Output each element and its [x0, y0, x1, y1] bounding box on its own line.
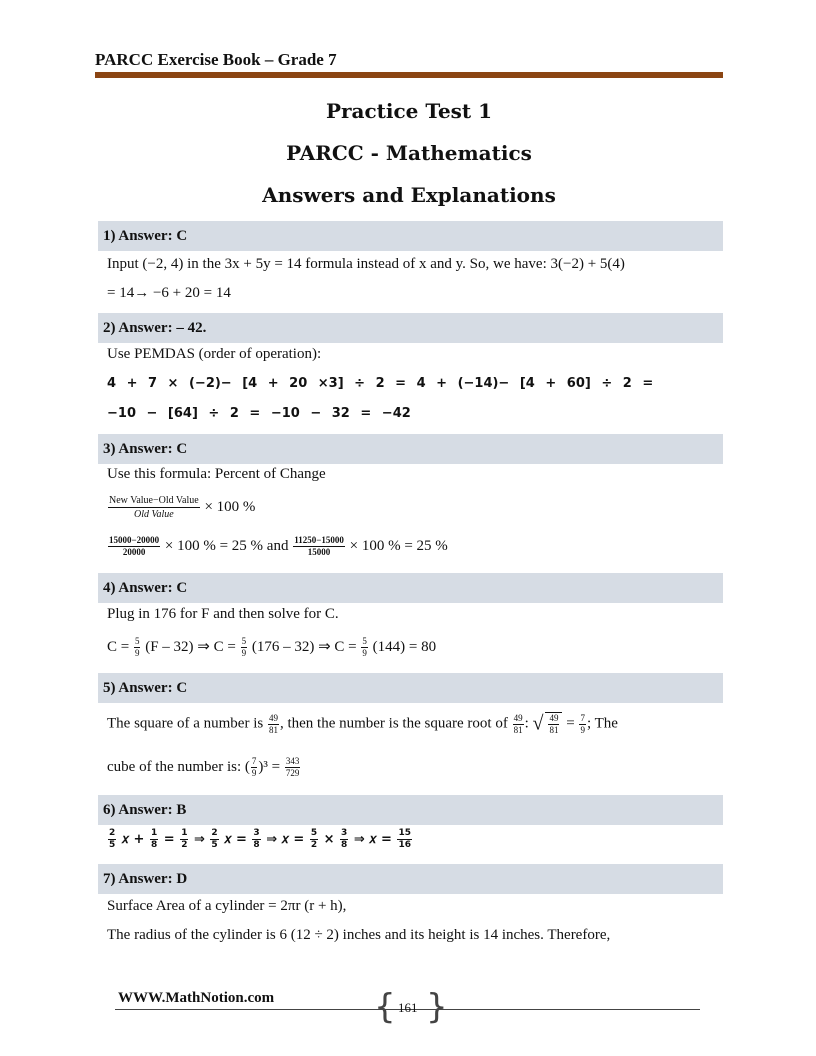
eq-part-1: C =: [107, 638, 130, 655]
answer-1-line-2: = 14→ −6 + 20 = 14: [107, 285, 231, 301]
formula-denominator: Old Value: [133, 509, 174, 520]
five-ninths-3: [361, 636, 368, 659]
answer-2-line-2: 4 + 7 × (−2)− [4 + 20 ×3] ÷ 2 = 4 + (−14)− [4 + 60] ÷ 2 =: [107, 376, 654, 391]
fraction-num: 3: [341, 828, 348, 838]
a6-fraction: [252, 828, 260, 851]
a6-term: ⇒: [189, 832, 210, 847]
answer-2-line-1: Use PEMDAS (order of operation):: [107, 346, 322, 362]
fraction-den: 8: [150, 840, 158, 850]
a6-fraction: [150, 828, 158, 851]
answer-2-line-3: −10 − [64] ÷ 2 = −10 − 32 = −42: [107, 406, 411, 421]
fraction-den: 81: [513, 724, 523, 735]
formula-fraction: [108, 494, 200, 521]
answer-5-line-1: [107, 712, 618, 736]
fraction-num: 49: [513, 712, 523, 723]
sqrt-radicand: [545, 712, 562, 736]
header-rule: [95, 72, 723, 78]
fraction-den: 5: [211, 840, 218, 850]
a6-fraction: [397, 828, 412, 851]
eq-part-2: (F – 32) ⇒ C =: [145, 638, 236, 655]
formula-numerator: New Value−Old Value: [109, 495, 199, 506]
book-title: PARCC Exercise Book – Grade 7: [95, 50, 337, 69]
fraction-den: 81: [268, 724, 278, 735]
a6-term: ⇒ 𝑥 =: [261, 832, 309, 847]
fraction-49-81-b: [513, 713, 524, 736]
calc-1-numerator: 15000−20000: [109, 535, 160, 545]
fraction-num: 2: [211, 828, 218, 838]
fraction-num: 3: [253, 828, 260, 838]
a6-term: =: [159, 832, 180, 847]
fraction-num: 1: [150, 828, 158, 838]
fraction-den: 8: [253, 840, 260, 850]
a6-fraction: [310, 828, 318, 851]
fraction-den: 9: [251, 768, 257, 778]
a5-equals: =: [566, 715, 575, 732]
answer-5-line-2: [107, 756, 301, 779]
calc-fraction-1: [108, 535, 160, 558]
fraction-num: 15: [398, 828, 411, 838]
page-title: Practice Test 1: [325, 99, 493, 123]
fraction-num: 49: [549, 713, 559, 723]
fraction-den: 2: [181, 840, 188, 850]
right-brace-icon: }: [426, 987, 448, 1027]
fraction-den: 8: [341, 840, 348, 850]
page-number: 161: [398, 1000, 418, 1015]
fraction-num: 343: [285, 756, 300, 766]
a6-fraction: [340, 828, 348, 851]
section-title: Answers and Explanations: [262, 183, 556, 207]
calc-2-denominator: 15000: [307, 547, 331, 557]
eq-part-4: (144) = 80: [372, 638, 437, 655]
fraction-num: 2: [109, 828, 116, 838]
fraction-num: 5: [310, 828, 318, 838]
answer-1-line-1: Input (−2, 4) in the 3x + 5y = 14 formula instead of x and y. So, we have: 3(−2) + 5(4): [107, 256, 625, 272]
answer-6-equation: [107, 828, 413, 851]
radicand-fraction: [548, 713, 559, 736]
fraction-num: 7: [580, 712, 585, 723]
footer-website: WWW.MathNotion.com: [118, 990, 275, 1006]
answer-7-line-1: Surface Area of a cylinder = 2πr (r + h),: [107, 898, 347, 914]
fraction-num: 1: [181, 828, 188, 838]
a5-text-5: cube of the number is: (: [107, 758, 250, 775]
calc-2-result: × 100 % = 25 %: [349, 537, 448, 554]
a6-term: ×: [319, 832, 340, 847]
calc-1-denominator: 20000: [122, 547, 146, 557]
fraction-num: 5: [362, 636, 367, 646]
a6-fraction: [108, 828, 116, 851]
answer-4-header: 4) Answer: C: [98, 573, 723, 603]
subject-title: PARCC - Mathematics: [286, 141, 532, 165]
fraction-num: 7: [251, 756, 257, 766]
formula-tail: × 100 %: [204, 498, 256, 515]
answer-4-equation: [107, 636, 436, 659]
left-brace-icon: {: [374, 987, 396, 1027]
fraction-den: 729: [285, 768, 300, 778]
percent-change-formula: [107, 494, 255, 521]
fraction-den: 9: [134, 648, 140, 658]
calc-1-result: × 100 % = 25 % and: [164, 537, 289, 554]
a6-fraction: [180, 828, 188, 851]
calc-fraction-2: [293, 535, 345, 558]
answer-5-header: 5) Answer: C: [98, 673, 723, 703]
answer-7-line-2: The radius of the cylinder is 6 (12 ÷ 2) inches and its height is 14 inches. Therefore,: [107, 927, 611, 943]
a5-text-4: ; The: [586, 715, 618, 732]
answer-7-header: 7) Answer: D: [98, 864, 723, 894]
a6-term: 𝑥 +: [117, 832, 149, 847]
fraction-den: 81: [549, 725, 559, 735]
answer-2-header: 2) Answer: – 42.: [98, 313, 723, 343]
sqrt-sign-icon: √: [532, 712, 544, 735]
fraction-den: 9: [362, 648, 367, 658]
fraction-343-729: [285, 756, 301, 779]
answer-1-header: 1) Answer: C: [98, 221, 723, 251]
fraction-num: 5: [134, 636, 140, 646]
fraction-7-9-b: [251, 756, 258, 779]
a5-text-6: )³ =: [258, 758, 281, 775]
a5-text-2: , then the number is the square root of: [279, 715, 508, 732]
fraction-7-9: [579, 713, 586, 736]
calc-2-numerator: 11250−15000: [294, 535, 344, 545]
fraction-den: 16: [398, 840, 411, 850]
five-ninths-2: [241, 636, 248, 659]
fraction-den: 5: [109, 840, 116, 850]
a6-fraction: [210, 828, 218, 851]
answer-6-header: 6) Answer: B: [98, 795, 723, 825]
a5-text-1: The square of a number is: [107, 715, 264, 732]
answer-4-line-1: Plug in 176 for F and then solve for C.: [107, 606, 339, 622]
five-ninths-1: [134, 636, 141, 659]
a6-term: ⇒ 𝑥 =: [349, 832, 397, 847]
fraction-den: 2: [310, 840, 318, 850]
percent-change-calc: [107, 535, 448, 558]
fraction-den: 9: [241, 648, 247, 658]
fraction-den: 9: [580, 724, 585, 735]
fraction-49-81: [268, 713, 279, 736]
eq-part-3: (176 – 32) ⇒ C =: [251, 638, 357, 655]
fraction-num: 5: [241, 636, 247, 646]
answer-3-header: 3) Answer: C: [98, 434, 723, 464]
fraction-num: 49: [268, 712, 278, 723]
answer-3-line-1: Use this formula: Percent of Change: [107, 466, 326, 482]
a5-colon: :: [524, 715, 529, 732]
a6-term: 𝑥 =: [219, 832, 252, 847]
